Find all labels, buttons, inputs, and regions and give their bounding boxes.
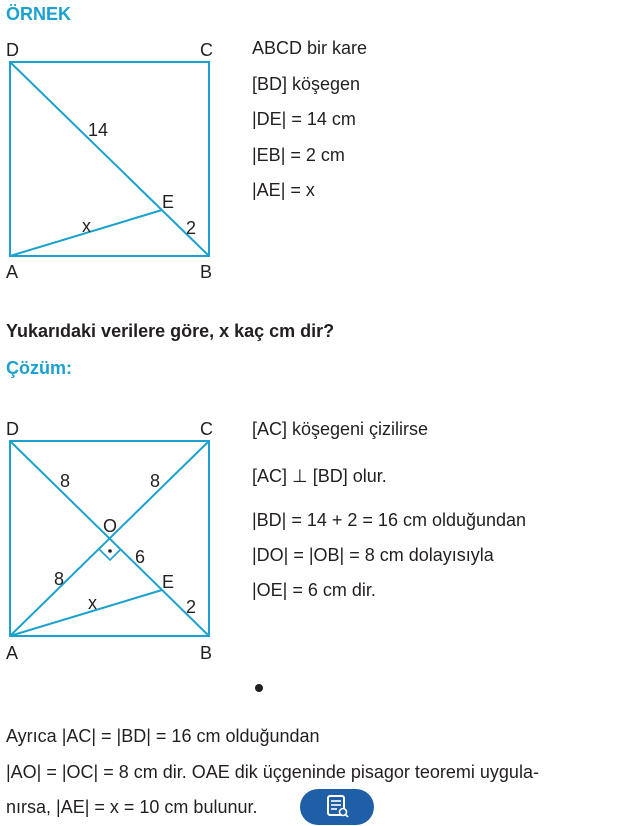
conclusion-line: nırsa, |AE| = x = 10 cm bulunur. [6, 797, 258, 817]
right-angle-dot [108, 549, 112, 553]
point-label-e: E [162, 192, 175, 212]
length-label-ao: 8 [54, 569, 65, 589]
length-label-do: 8 [60, 471, 71, 491]
solution-step: |OE| = 6 cm dir. [252, 580, 376, 600]
length-label-ae: x [82, 216, 91, 236]
length-label-eb: 2 [186, 597, 197, 617]
solution-step: |BD| = 14 + 2 = 16 cm olduğundan [252, 510, 527, 530]
point-label-o: O [103, 516, 118, 536]
example-square-figure [0, 36, 240, 286]
solution-step: |DO| = |OB| = 8 cm dolayısıyla [252, 545, 494, 565]
conclusion-line: Ayrıca |AC| = |BD| = 16 cm olduğundan [6, 726, 320, 746]
document-search-icon [300, 789, 374, 821]
vertex-label-d: D [6, 419, 19, 439]
vertex-label-d: D [6, 40, 19, 60]
vertex-label-b: B [200, 262, 213, 282]
length-label-oe: 6 [135, 547, 146, 567]
solution-heading: Çözüm: [6, 358, 72, 378]
given-line: [BD] köşegen [252, 74, 361, 94]
vertex-label-a: A [6, 262, 19, 282]
point-label-e: E [162, 572, 175, 592]
vertex-label-a: A [6, 643, 19, 663]
question-text: Yukarıdaki verilere göre, x kaç cm dir? [6, 321, 335, 341]
bullet-dot [255, 684, 263, 692]
given-line: |DE| = 14 cm [252, 109, 356, 129]
solution-square-figure [0, 414, 240, 666]
given-line: |AE| = x [252, 180, 315, 200]
vertex-label-c: C [200, 40, 213, 60]
conclusion-line: |AO| = |OC| = 8 cm dir. OAE dik üçgeninde pisagor teoremi uygula- [6, 762, 539, 782]
length-label-ae: x [88, 593, 97, 613]
document-button[interactable] [300, 789, 374, 825]
vertex-label-c: C [200, 419, 213, 439]
length-label-de: 14 [88, 120, 109, 140]
given-line: ABCD bir kare [252, 38, 368, 58]
given-line: |EB| = 2 cm [252, 145, 345, 165]
example-heading: ÖRNEK [6, 4, 72, 24]
solution-step: [AC] ⊥ [BD] olur. [252, 466, 387, 486]
length-label-oc: 8 [150, 471, 161, 491]
solution-step: [AC] köşegeni çizilirse [252, 419, 429, 439]
length-label-eb: 2 [186, 218, 197, 238]
vertex-label-b: B [200, 643, 213, 663]
